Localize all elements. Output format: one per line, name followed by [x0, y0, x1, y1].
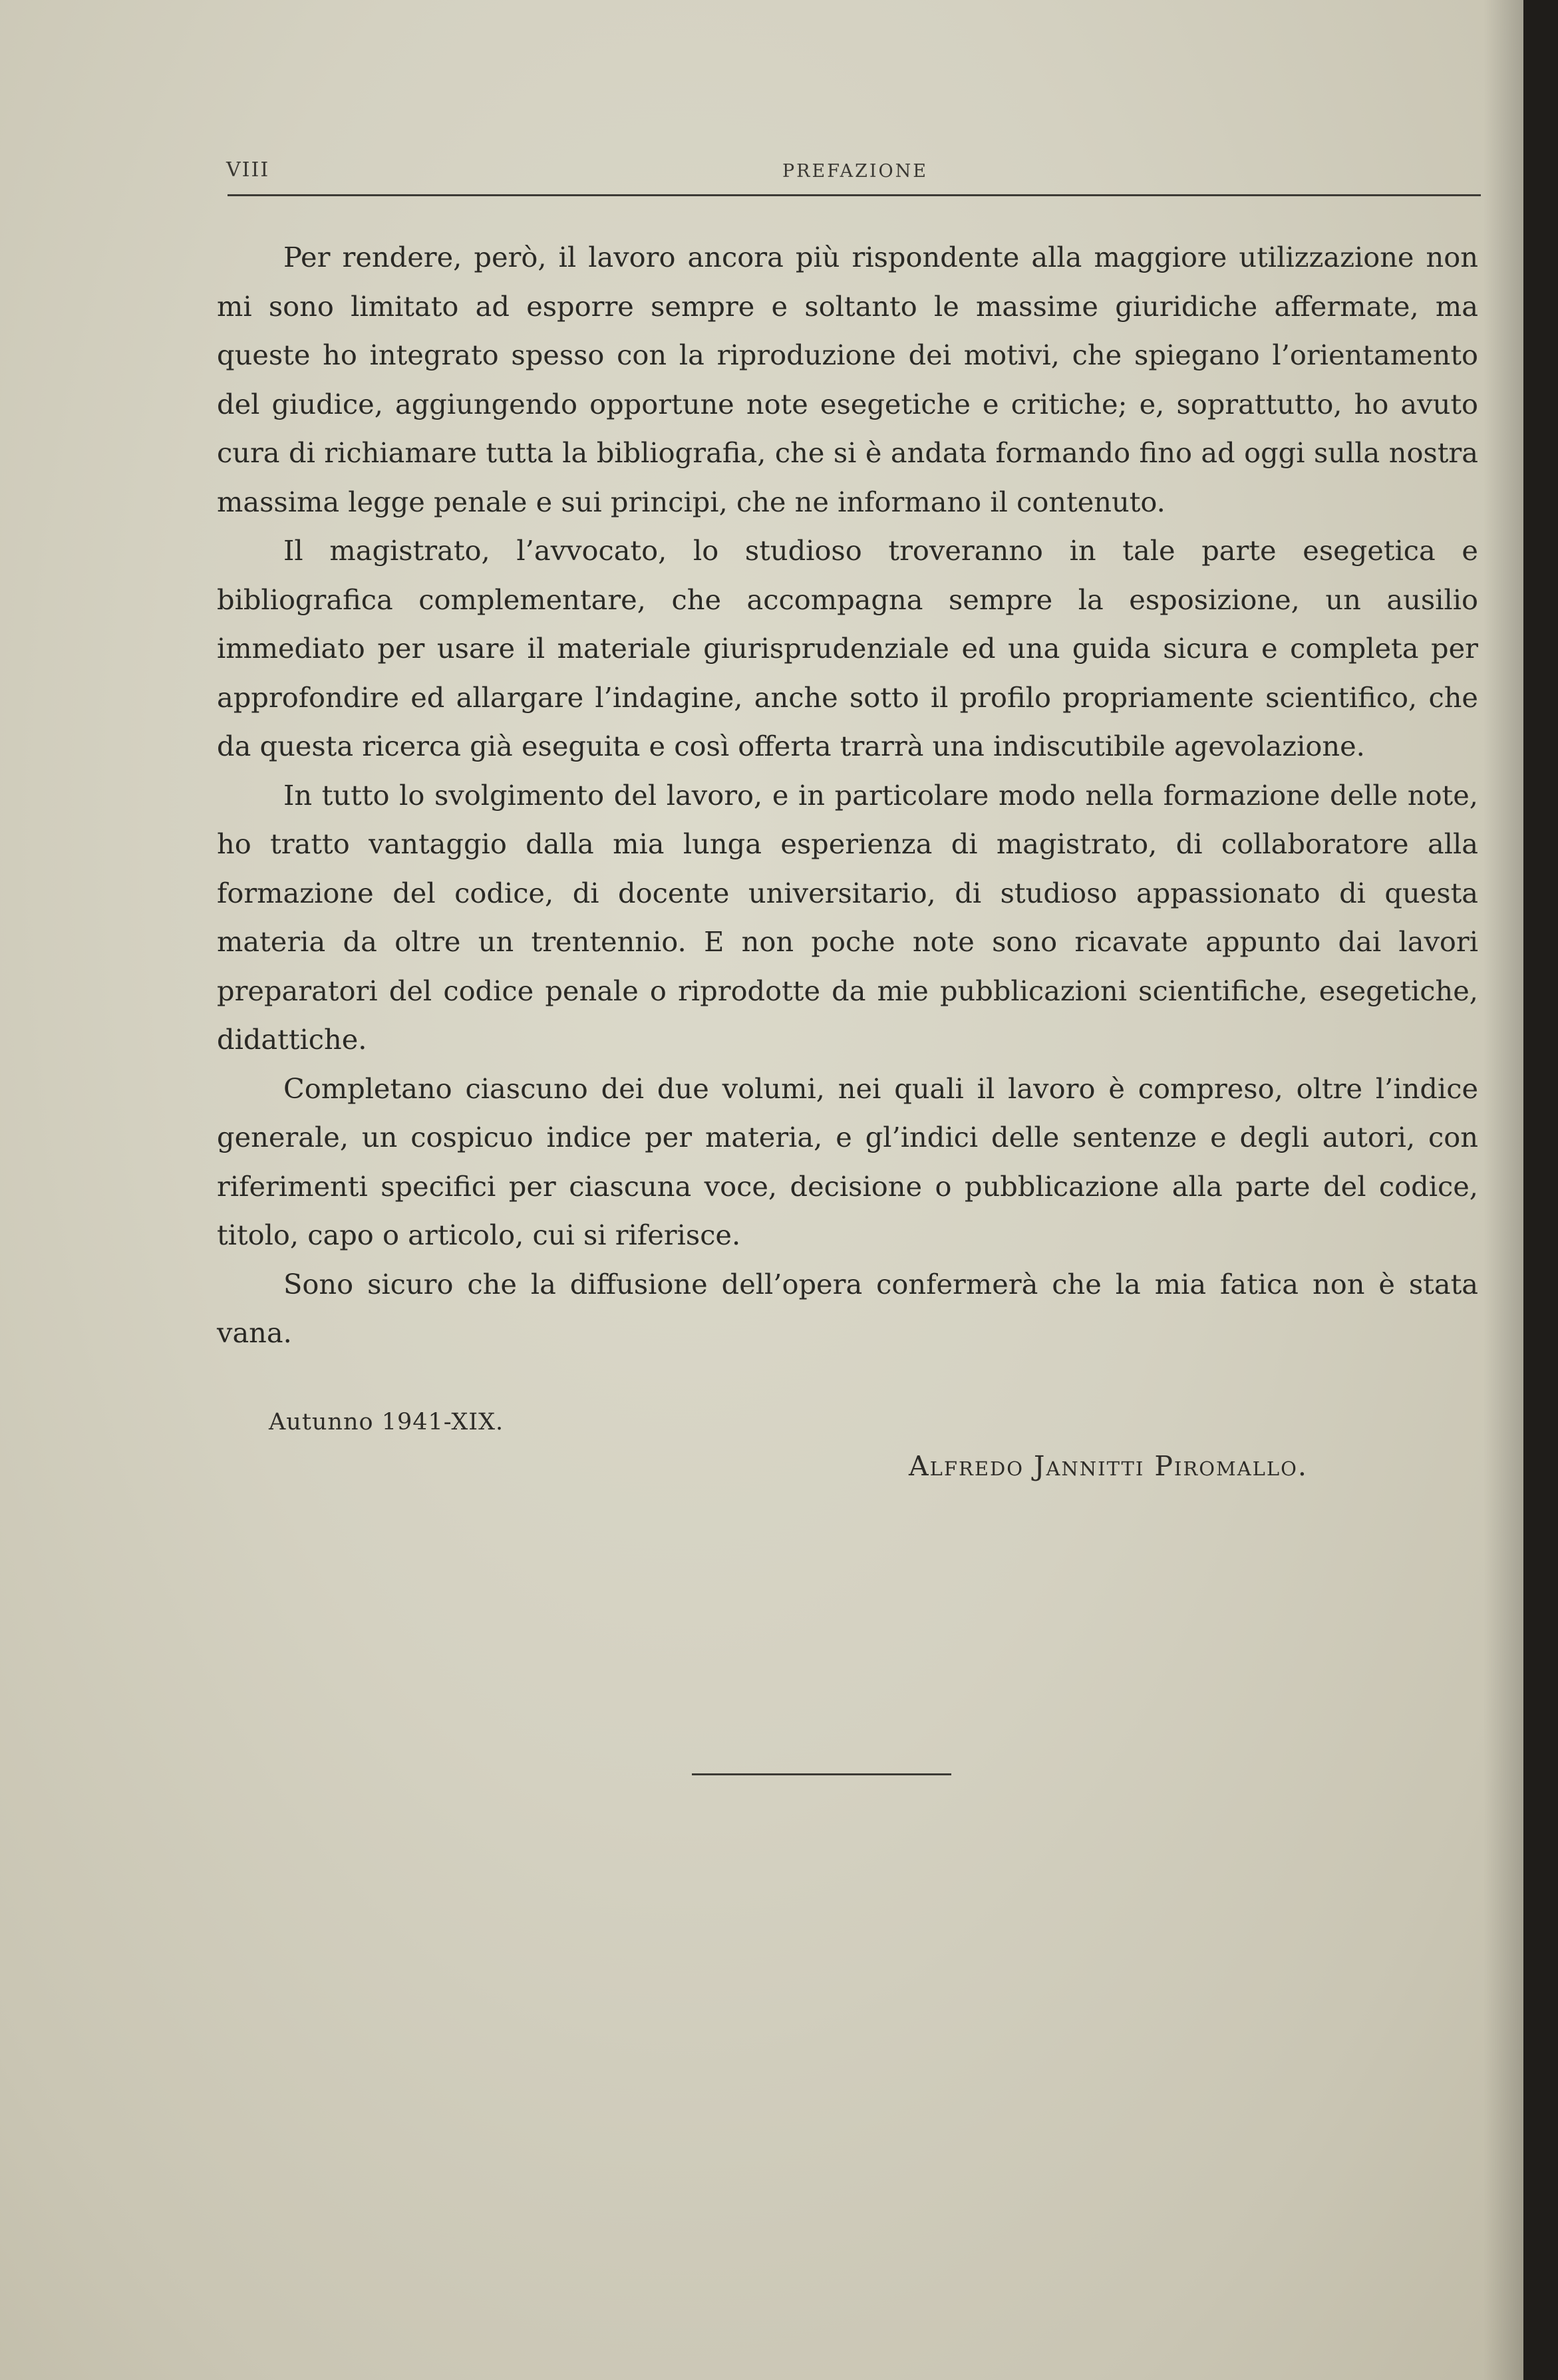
page-number: VIII: [226, 158, 270, 182]
paragraph-4: Completano ciascuno dei due volumi, nei quali il lavoro è compreso, oltre l’indice generale, un cospicuo indice per materia, e gl’indici delle sentenze e degli autori, con riferimenti specifici per ciascuna voce, decisione o pubblicazione alla parte del codice, titolo, capo o articolo, cui si riferisce.: [217, 1072, 1478, 1251]
date-line: Autunno 1941-XIX.: [269, 1409, 504, 1435]
preface-body: [217, 233, 1478, 1358]
paragraph-5: Sono sicuro che la diffusione dell’opera confermerà che la mia fatica non è stata vana.: [217, 1267, 1478, 1349]
end-rule: [692, 1773, 951, 1775]
page-header: [224, 158, 1480, 198]
page-edge-shadow: [1483, 0, 1523, 2380]
paragraph-2: Il magistrato, l’avvocato, lo studioso troveranno in tale parte esegetica e bibliografica complementare, che accompagna sempre la esposizione, un ausilio immediato per usare il materiale giurisprudenziale ed una guida sicura e completa per approfondire ed allargare l’indagine, anche sotto il profilo propriamente scientifico, che da questa ricerca già eseguita e così offerta trarrà una indiscutibile agevolazione.: [217, 534, 1478, 762]
running-title: PREFAZIONE: [782, 161, 928, 182]
paragraph-3: In tutto lo svolgimento del lavoro, e in particolare modo nella formazione delle note, ho tratto vantaggio dalla mia lunga esperienza di magistrato, di collaboratore alla formazione del codice, di docente universitario, di studioso appassionato di questa materia da oltre un trentennio. E non poche note sono ricavate appunto dai lavori preparatori del codice penale o riprodotte da mie pubblicazioni scientifiche, esegetiche, didattiche.: [217, 778, 1478, 1056]
author-signature: Alfredo Jannitti Piromallo.: [909, 1450, 1308, 1482]
header-rule: [228, 194, 1481, 196]
paragraph-1: Per rendere, però, il lavoro ancora più rispondente alla maggiore utilizzazione non mi sono limitato ad esporre sempre e soltanto le massime giuridiche affermate, ma queste ho integrato spesso con la riproduzione dei motivi, che spiegano l’orientamento del giudice, aggiungendo opportune note esegetiche e critiche; e, soprattutto, ho avuto cura di richiamare tutta la bibliografia, che si è andata formando fino ad oggi sulla nostra massima legge penale e sui principi, che ne informano il contenuto.: [217, 241, 1478, 518]
